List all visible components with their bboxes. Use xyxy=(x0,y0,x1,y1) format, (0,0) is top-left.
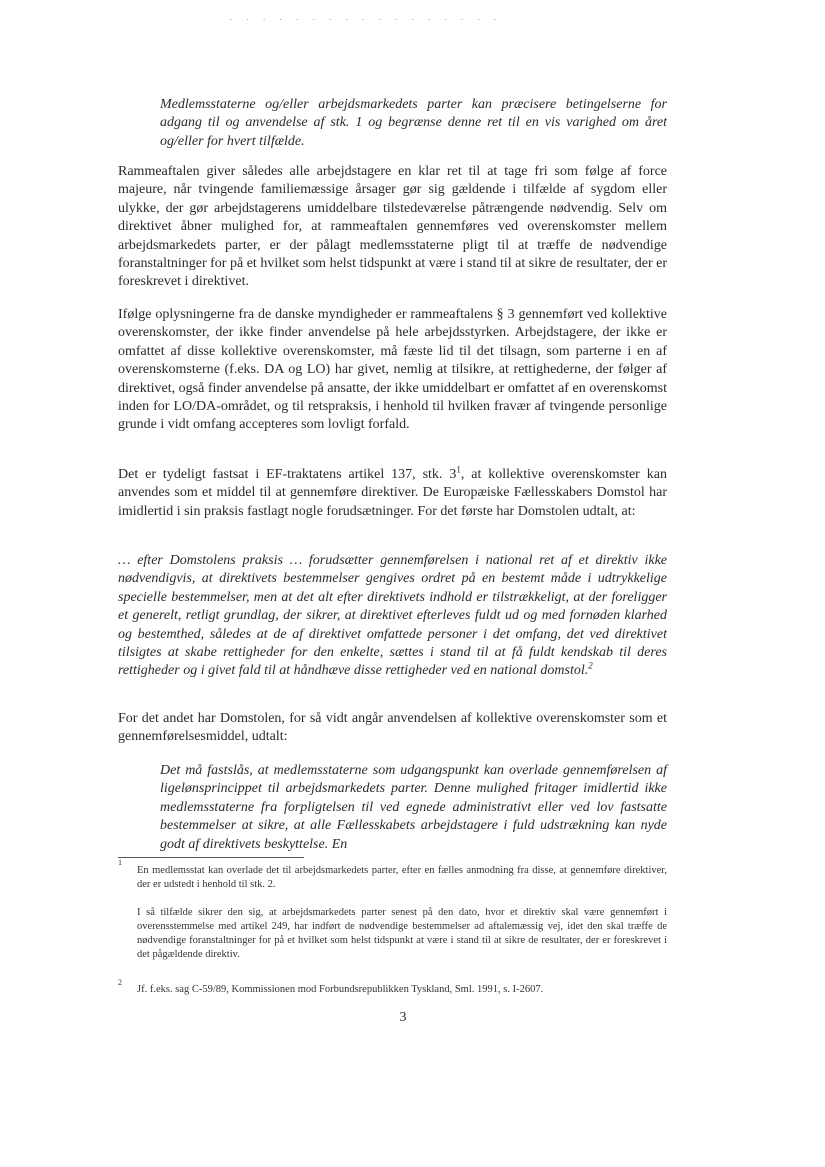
footnote-2-marker: 2 xyxy=(118,978,122,987)
quote-directive-clause: Medlemsstaterne og/eller arbejdsmarkedets parter kan præcisere betingelserne for adgang til og anvendelse af stk. 1 og begrænse denne ret til en vis varighed om året og/eller for hvert tilfælde. xyxy=(160,97,667,149)
page-number: 3 xyxy=(399,1010,407,1025)
paragraph-ec-treaty-part1: Det er tydeligt fastsat i EF-traktatens artikel 137, stk. 3 xyxy=(118,467,457,482)
footnote-ref-1[interactable]: 1 xyxy=(456,464,461,475)
quote-court-practice xyxy=(118,552,667,681)
paragraph-danish-authorities: Ifølge oplysningerne fra de danske myndigheder er rammeaftalens § 3 gennemført ved kollektive overenskomster, der ikke finder anvendelse på hele arbejdsstyrken. Arbejdstagere, der ikke er omfattet af disse kollektive overenskomster, må fæste lid til det tilsagn, som parterne i en af overenskomsterne (f.eks. DA og LO) har givet, nemlig at tilsikre, at rettighederne, der følger af direktivet, også finder anvendelse på ansatte, der ikke umiddelbart er omfattet af en overenskomst inden for LO/DA-området, og til retspraksis, i henhold til hvilken fravær af tvingende personlige grunde i vidt omfang accepteres som lovligt forfald. xyxy=(118,307,667,433)
quote-court-practice-text: … efter Domstolens praksis … forudsætter gennemførelsen i national ret af et direktiv ikke nødvendigvis, at direktivets bestemmelser gengives ordret på en bestemt måde i udtrykkelige specielle bestemmelser, men at det alt efter direktivets indhold er tilstrækkeligt, at der foreligger et generelt, retligt grundlag, der sikrer, at direktivet efterleves fuldt ud og med fornøden klarhed og bestemthed, således at de af direktivet omfattede personer i det omfang, det ved direktivet tilsigtes at skabe rettigheder for den enkelte, sættes i stand til at få fuldt kendskab til deres rettigheder og i givet fald til at håndhæve disse rettigheder ved en national domstol. xyxy=(118,553,667,679)
footnote-1-marker: 1 xyxy=(118,858,122,867)
footnote-2-text: Jf. f.eks. sag C-59/89, Kommissionen mod Forbundsrepublikken Tyskland, Sml. 1991, s. I-2607. xyxy=(137,984,544,995)
paragraph-ec-treaty xyxy=(118,466,667,521)
scan-header-artifact: . . . . . . . . . . . . . . . . . xyxy=(230,12,503,20)
paragraph-second-court-statement: For det andet har Domstolen, for så vidt angår anvendelsen af kollektive overenskomster som et gennemførelsesmiddel, udtalt: xyxy=(118,711,667,745)
paragraph-ec-treaty-part2: , at kollektive overenskomster kan anvendes som et middel til at gennemføre direktiver. De Europæiske Fællesskabers Domstol har imidlertid i sin praksis fastlagt nogle forudsætninger. For det første har Domstolen udtalt, at: xyxy=(118,467,667,519)
paragraph-framework-agreement: Rammeaftalen giver således alle arbejdstagere en klar ret til at tage fri som følge af force majeure, når tvingende familiemæssige årsager gør sig gældende i tilfælde af sygdom eller ulykke, der gør arbejdstagerens umiddelbare tilstedeværelse påtrængende nødvendig. Selv om direktivet åbner mulighed for, at rammeaftalen gennemføres ved overenskomster mellem arbejdsmarkedets parter, er der pålagt medlemsstaterne pligt til at træffe de nødvendige foranstaltninger for på et hvilket som helst tidspunkt at være i stand til at sikre de resultater, der er foreskrevet i direktivet. xyxy=(118,164,667,290)
quote-equal-pay: Det må fastslås, at medlemsstaterne som udgangspunkt kan overlade gennemførelsen af ligelønsprincippet til arbejdsmarkedets parter. Denne mulighed fritager imidlertid ikke medlemsstaterne fra forpligtelsen til ved egnede administrativt eller ved lov fastsatte bestemmelser at sikre, at alle Fællesskabets arbejdstagere i fuld udstrækning kan nyde godt af direktivets beskyttelse. En xyxy=(160,763,667,852)
footnote-1-text: En medlemsstat kan overlade det til arbejdsmarkedets parter, efter en fælles anmodning fra disse, at gennemføre direktiver, der er udstedt i henhold til stk. 2. xyxy=(137,865,667,890)
footnote-separator xyxy=(118,857,304,858)
footnote-ref-2[interactable]: 2 xyxy=(588,660,593,671)
footnote-1-continuation: I så tilfælde sikrer den sig, at arbejdsmarkedets parter senest på den dato, hvor et direktiv skal være gennemført i overensstemmelse med artikel 249, har indført de nødvendige bestemmelser ad aftalemæssig vej, idet den skal træffe de nødvendige foranstaltninger for på et hvilket som helst tidspunkt at være i stand til at sikre de resultater, der er foreskrevet i det pågældende direktiv. xyxy=(137,907,667,960)
